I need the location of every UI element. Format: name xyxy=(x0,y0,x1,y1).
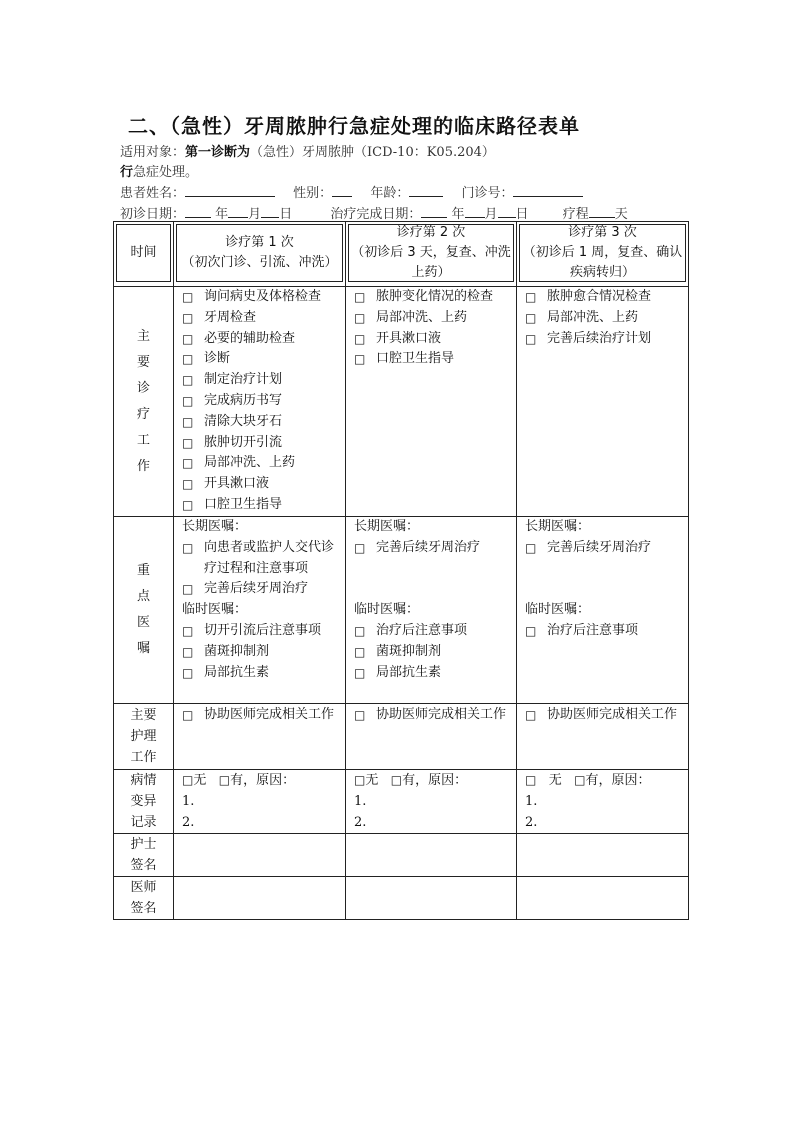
item-text: 询问病史及体格检查 xyxy=(204,289,322,304)
visit3-title: 诊疗第 3 次 xyxy=(568,225,637,240)
visit3-sub: （初诊后 1 周，复查、确认疾病转归） xyxy=(522,245,683,280)
completion-year-field[interactable] xyxy=(421,205,447,218)
orders-v3-temp-item xyxy=(517,621,688,642)
orders-v2-temp-item xyxy=(346,642,516,663)
checkbox-icon[interactable]: □ xyxy=(354,708,366,722)
main-work-v3-item xyxy=(517,287,688,308)
checkbox-icon[interactable]: □ xyxy=(525,623,537,638)
doctor-sign-label: 医师签名 xyxy=(130,880,157,917)
outpatient-no-field[interactable] xyxy=(513,184,583,197)
item-text: 完成病历书写 xyxy=(204,392,283,408)
checkbox-icon[interactable]: □ xyxy=(525,708,537,722)
variation-reason-2[interactable]: 2. xyxy=(182,814,195,830)
checkbox-icon[interactable]: □ xyxy=(182,665,194,680)
orders-v1-temp-item-list xyxy=(174,621,345,683)
checkbox-icon[interactable]: □ xyxy=(354,644,366,659)
main-work-v2-item xyxy=(346,308,516,329)
nurse-sign-v1[interactable] xyxy=(174,834,346,877)
main-work-v2-item xyxy=(346,329,516,350)
completion-month-field[interactable] xyxy=(465,205,485,218)
checkbox-icon[interactable]: □ xyxy=(354,290,366,304)
clinical-pathway-table xyxy=(113,221,689,920)
orders-v1-temp-item xyxy=(174,642,345,663)
item-text: 制定治疗计划 xyxy=(204,372,283,388)
main-work-row xyxy=(114,287,689,517)
variation-none: 无 xyxy=(365,773,379,788)
orders-v2-temp-item-list xyxy=(346,621,516,683)
checkbox-icon[interactable]: □ xyxy=(525,310,537,325)
orders-v2-temp-item xyxy=(346,663,516,684)
variation-col1 xyxy=(174,770,346,834)
first-day-field[interactable] xyxy=(261,205,279,218)
checkbox-icon[interactable]: □ xyxy=(182,582,194,597)
checkbox-icon[interactable]: □ xyxy=(182,414,194,429)
scope-line2-bold: 行 xyxy=(120,165,134,180)
main-work-v2-item xyxy=(346,287,516,308)
first-month-field[interactable] xyxy=(228,205,248,218)
orders-v3-long-item-list xyxy=(517,538,688,559)
main-work-v3-item xyxy=(517,329,688,350)
doctor-sign-v3[interactable] xyxy=(517,877,689,920)
main-work-col3 xyxy=(517,287,689,517)
main-work-v1-item xyxy=(174,391,345,412)
checkbox-icon[interactable]: □ xyxy=(354,310,366,325)
nurse-sign-label-cell xyxy=(114,834,174,877)
checkbox-icon[interactable]: □ xyxy=(182,373,194,388)
orders-v2-long-item xyxy=(346,538,516,559)
orders-v1-temp-item xyxy=(174,663,345,684)
scope-rest: （急性）牙周脓肿（ICD-10：K05.204） xyxy=(250,145,495,160)
nurse-sign-v2[interactable] xyxy=(346,834,517,877)
main-work-v1-item xyxy=(174,349,345,370)
first-day-label: 日 xyxy=(279,207,293,222)
nursing-label: 主要护理工作 xyxy=(130,708,157,765)
variation-yes: 有，原因： xyxy=(585,773,651,788)
item-text: 牙周检查 xyxy=(204,309,257,325)
scope-prefix: 适用对象： xyxy=(120,145,186,160)
temporary-label: 临时医嘱： xyxy=(525,602,591,618)
nurse-sign-label: 护士签名 xyxy=(130,837,157,874)
checkbox-icon[interactable]: □ xyxy=(182,331,194,346)
item-text: 菌斑抑制剂 xyxy=(376,643,442,659)
item-text: 口腔卫生指导 xyxy=(376,351,455,367)
main-work-v1-item xyxy=(174,329,345,350)
main-work-v1-item xyxy=(174,412,345,433)
nursing-col1 xyxy=(174,704,346,770)
checkbox-icon[interactable]: □ xyxy=(182,393,194,408)
visit2-title: 诊疗第 2 次 xyxy=(396,225,466,240)
item-text: 完善后续牙周治疗 xyxy=(376,539,481,555)
orders-col1 xyxy=(174,517,346,704)
temporary-label: 临时医嘱： xyxy=(182,602,248,618)
date-line xyxy=(120,203,628,222)
variation-reason-2[interactable]: 2. xyxy=(354,814,367,830)
nurse-sign-v3[interactable] xyxy=(517,834,689,877)
item-text: 局部冲洗、上药 xyxy=(547,309,639,325)
main-work-v2-item-list xyxy=(346,287,516,370)
outpatient-no-label: 门诊号： xyxy=(461,186,514,201)
item-text: 完善后续牙周治疗 xyxy=(547,539,652,555)
variation-none: 无 xyxy=(548,773,562,788)
main-work-label: 主要诊疗工作 xyxy=(136,328,150,474)
checkbox-icon[interactable]: □ xyxy=(525,331,537,346)
variation-col2 xyxy=(346,770,517,834)
item-text: 治疗后注意事项 xyxy=(547,622,639,638)
visit2-sub: （初诊后 3 天，复查、冲洗上药） xyxy=(351,245,511,280)
variation-reason-1[interactable]: 1. xyxy=(354,793,367,809)
checkbox-icon[interactable]: □ xyxy=(182,497,194,512)
orders-label-cell xyxy=(114,517,174,704)
orders-v3-temp-item-list xyxy=(517,621,688,642)
variation-reason-1[interactable]: 1. xyxy=(182,793,195,809)
nurse-sign-row xyxy=(114,834,689,877)
nursing-item: 协助医师完成相关工作 xyxy=(547,707,678,722)
variation-row xyxy=(114,770,689,834)
time-label: 时间 xyxy=(130,245,157,260)
checkbox-icon[interactable]: □ xyxy=(182,644,194,659)
item-text: 开具漱口液 xyxy=(376,330,442,346)
orders-v1-long-item xyxy=(174,538,345,580)
checkbox-icon[interactable]: □ xyxy=(390,773,403,787)
variation-yes: 有，原因： xyxy=(230,773,296,788)
checkbox-icon[interactable]: □ xyxy=(182,623,194,638)
course-label: 疗程 xyxy=(562,207,589,222)
main-work-v3-item xyxy=(517,308,688,329)
item-text: 局部冲洗、上药 xyxy=(376,309,468,325)
gender-field[interactable] xyxy=(332,184,352,197)
main-work-v1-item xyxy=(174,453,345,474)
main-work-v1-item xyxy=(174,495,345,516)
checkbox-icon[interactable]: □ xyxy=(182,708,194,722)
time-header-cell xyxy=(114,222,174,287)
item-text: 脓肿愈合情况检查 xyxy=(547,289,652,304)
item-text: 菌斑抑制剂 xyxy=(204,643,270,659)
checkbox-icon[interactable]: □ xyxy=(182,310,194,325)
item-text: 完善后续牙周治疗 xyxy=(204,581,309,597)
nursing-col2 xyxy=(346,704,517,770)
completion-day-label: 日 xyxy=(515,207,529,222)
main-work-v2-item xyxy=(346,349,516,370)
visit3-header-cell xyxy=(517,222,689,287)
spacer xyxy=(517,579,688,600)
course-field[interactable] xyxy=(589,205,615,218)
gender-label: 性别： xyxy=(293,186,333,201)
checkbox-icon[interactable]: □ xyxy=(218,773,231,787)
item-text: 清除大块牙石 xyxy=(204,413,283,429)
completion-day-field[interactable] xyxy=(498,205,516,218)
main-work-v3-item-list xyxy=(517,287,688,349)
long-term-label: 长期医嘱： xyxy=(354,519,420,534)
variation-reason-1[interactable]: 1. xyxy=(525,793,538,809)
checkbox-icon[interactable]: □ xyxy=(354,352,366,367)
nursing-row xyxy=(114,704,689,770)
patient-name-label: 患者姓名： xyxy=(120,186,186,201)
visit1-title: 诊疗第 1 次 xyxy=(225,235,294,250)
scope-line2-rest: 急症处理。 xyxy=(133,165,199,180)
orders-col3 xyxy=(517,517,689,704)
item-text: 开具漱口液 xyxy=(204,476,270,492)
checkbox-icon[interactable]: □ xyxy=(354,331,366,346)
completion-date-label: 治疗完成日期： xyxy=(330,207,422,222)
checkbox-icon[interactable]: □ xyxy=(182,477,194,492)
scope-line xyxy=(120,141,495,160)
checkbox-icon[interactable]: □ xyxy=(574,773,586,787)
doctor-sign-v2[interactable] xyxy=(346,877,517,920)
variation-none: 无 xyxy=(193,773,207,788)
main-work-col1 xyxy=(174,287,346,517)
item-text: 局部冲洗、上药 xyxy=(204,455,296,471)
main-work-v1-item-list xyxy=(174,287,345,516)
orders-v1-long-item xyxy=(174,579,345,600)
item-text: 脓肿变化情况的检查 xyxy=(376,289,494,304)
orders-v1-long-item-list xyxy=(174,538,345,600)
variation-reason-2[interactable]: 2. xyxy=(525,814,538,830)
visit2-header-cell xyxy=(346,222,517,287)
nursing-label-cell xyxy=(114,704,174,770)
orders-v1-temp-item xyxy=(174,621,345,642)
first-year-field[interactable] xyxy=(185,205,211,218)
checkbox-icon[interactable]: □ xyxy=(182,540,194,555)
checkbox-icon[interactable]: □ xyxy=(525,290,537,304)
checkbox-icon[interactable]: □ xyxy=(354,623,366,638)
orders-v2-long-item-list xyxy=(346,538,516,559)
nursing-item: 协助医师完成相关工作 xyxy=(376,707,507,722)
main-work-v1-item xyxy=(174,433,345,454)
main-work-col2 xyxy=(346,287,517,517)
item-text: 完善后续治疗计划 xyxy=(547,330,652,346)
age-field[interactable] xyxy=(409,184,443,197)
checkbox-icon[interactable]: □ xyxy=(182,773,194,787)
nursing-col3 xyxy=(517,704,689,770)
variation-yes: 有，原因： xyxy=(402,773,468,788)
doctor-sign-label-cell xyxy=(114,877,174,920)
patient-name-field[interactable] xyxy=(185,184,275,197)
scope-bold: 第一诊断为 xyxy=(185,145,251,160)
temporary-label: 临时医嘱： xyxy=(354,602,420,618)
variation-col3 xyxy=(517,770,689,834)
item-text: 脓肿切开引流 xyxy=(204,434,283,450)
main-work-v1-item xyxy=(174,287,345,308)
header-row xyxy=(114,222,689,287)
item-text: 切开引流后注意事项 xyxy=(204,622,322,638)
page-title: 二、（急性）牙周脓肿行急症处理的临床路径表单 xyxy=(128,114,580,138)
variation-options xyxy=(174,770,345,792)
first-year-label: 年 xyxy=(215,207,229,222)
checkbox-icon[interactable]: □ xyxy=(182,290,194,304)
item-text: 必要的辅助检查 xyxy=(204,330,296,346)
long-term-label: 长期医嘱： xyxy=(525,519,591,534)
long-term-label: 长期医嘱： xyxy=(182,519,248,534)
checkbox-icon[interactable]: □ xyxy=(182,352,194,367)
spacer xyxy=(517,559,688,580)
checkbox-icon[interactable]: □ xyxy=(354,540,366,555)
days-label: 天 xyxy=(614,207,628,222)
item-text: 局部抗生素 xyxy=(204,664,270,680)
variation-options xyxy=(346,770,516,792)
item-text: 诊断 xyxy=(204,351,231,367)
patient-info-line xyxy=(120,182,583,201)
variation-options xyxy=(517,770,688,792)
orders-col2 xyxy=(346,517,517,704)
main-work-v1-item xyxy=(174,370,345,391)
checkbox-icon[interactable]: □ xyxy=(525,540,537,555)
orders-v2-temp-item xyxy=(346,621,516,642)
item-text: 局部抗生素 xyxy=(376,664,442,680)
checkbox-icon[interactable]: □ xyxy=(525,773,537,787)
spacer xyxy=(346,579,516,600)
spacer xyxy=(346,559,516,580)
visit1-sub: （初次门诊、引流、冲洗） xyxy=(181,255,338,270)
orders-v3-long-item xyxy=(517,538,688,559)
completion-month-label: 月 xyxy=(484,207,498,222)
item-text: 向患者或监护人交代诊疗过程和注意事项 xyxy=(204,539,335,576)
checkbox-icon[interactable]: □ xyxy=(182,435,194,450)
orders-row xyxy=(114,517,689,704)
scope-line-2 xyxy=(120,161,198,180)
nursing-item: 协助医师完成相关工作 xyxy=(204,707,335,722)
orders-label: 重点医嘱 xyxy=(136,563,150,656)
completion-year-label: 年 xyxy=(451,207,465,222)
variation-label: 病情变异记录 xyxy=(130,773,157,831)
item-text: 治疗后注意事项 xyxy=(376,622,468,638)
checkbox-icon[interactable]: □ xyxy=(354,665,366,680)
age-label: 年龄： xyxy=(370,186,410,201)
main-work-v1-item xyxy=(174,474,345,495)
first-month-label: 月 xyxy=(248,207,262,222)
main-work-label-cell xyxy=(114,287,174,517)
visit1-header-cell xyxy=(174,222,346,287)
variation-label-cell xyxy=(114,770,174,834)
first-visit-date-label: 初诊日期： xyxy=(120,207,186,222)
checkbox-icon[interactable]: □ xyxy=(182,456,194,471)
checkbox-icon[interactable]: □ xyxy=(354,773,366,787)
main-work-v1-item xyxy=(174,308,345,329)
item-text: 口腔卫生指导 xyxy=(204,496,283,512)
doctor-sign-v1[interactable] xyxy=(174,877,346,920)
doctor-sign-row xyxy=(114,877,689,920)
